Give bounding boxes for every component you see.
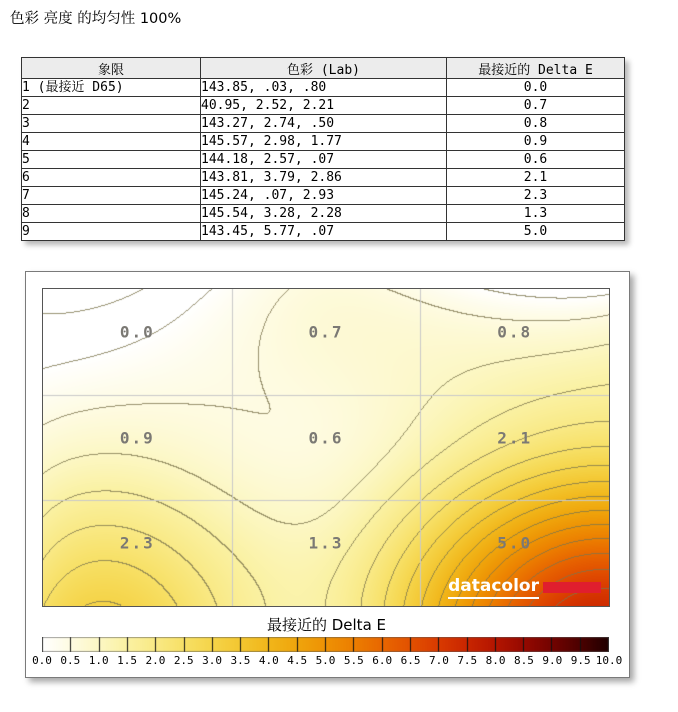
scale-tick-label: 4.5 <box>287 654 308 667</box>
scale-tick-label: 9.0 <box>542 654 563 667</box>
scale-tick-label: 7.5 <box>457 654 478 667</box>
grid-value-labels <box>43 289 609 606</box>
grid-value-label: 0.0 <box>119 322 155 342</box>
table-cell-quadrant: 3 <box>22 115 201 133</box>
table-cell-quadrant: 1 (最接近 D65) <box>22 79 201 97</box>
table-cell-delta-e: 0.0 <box>447 79 625 97</box>
scale-tick-label: 9.5 <box>570 654 591 667</box>
scale-tick-label: 5.0 <box>315 654 336 667</box>
table-cell-delta-e: 0.8 <box>447 115 625 133</box>
logo-red-bar <box>543 582 601 593</box>
table-row <box>22 97 625 115</box>
grid-value-label: 0.6 <box>308 428 344 448</box>
scale-tick-label: 5.5 <box>343 654 364 667</box>
table-cell-lab: 143.45, 5.77, .07 <box>201 223 447 241</box>
table-cell-lab: 145.57, 2.98, 1.77 <box>201 133 447 151</box>
scale-tick-label: 10.0 <box>595 654 623 667</box>
contour-plot <box>42 288 610 607</box>
scale-tick-label: 6.5 <box>400 654 421 667</box>
scale-tick-label: 0.5 <box>60 654 81 667</box>
scale-tick-label: 3.0 <box>202 654 223 667</box>
table-cell-delta-e: 2.1 <box>447 169 625 187</box>
scale-tick-label: 2.0 <box>145 654 166 667</box>
table-cell-delta-e: 1.3 <box>447 205 625 223</box>
grid-value-label: 5.0 <box>497 533 533 553</box>
table-cell-quadrant: 4 <box>22 133 201 151</box>
scale-tick-label: 1.5 <box>117 654 137 667</box>
scale-tick-label: 8.5 <box>514 654 534 667</box>
scale-tick-label: 8.0 <box>485 654 506 667</box>
scale-tick-labels <box>32 654 623 667</box>
logo-text: datacolor <box>448 578 539 599</box>
table-row <box>22 115 625 133</box>
header-lab: 色彩 (Lab) <box>201 58 447 79</box>
table-cell-quadrant: 5 <box>22 151 201 169</box>
grid-value-label: 1.3 <box>308 533 344 553</box>
table-row <box>22 133 625 151</box>
table-cell-lab: 143.81, 3.79, 2.86 <box>201 169 447 187</box>
table-row <box>22 151 625 169</box>
scale-tick-label: 3.5 <box>230 654 251 667</box>
header-quadrant: 象限 <box>22 58 201 79</box>
scale-tick-label: 2.5 <box>173 654 194 667</box>
uniformity-table <box>21 57 625 241</box>
datacolor-logo <box>448 578 601 599</box>
table-row <box>22 205 625 223</box>
table-cell-quadrant: 8 <box>22 205 201 223</box>
scale-tick-label: 4.0 <box>258 654 279 667</box>
header-delta-e: 最接近的 Delta E <box>447 58 625 79</box>
table-row <box>22 223 625 241</box>
table-cell-lab: 145.24, .07, 2.93 <box>201 187 447 205</box>
table-cell-quadrant: 6 <box>22 169 201 187</box>
table-cell-quadrant: 9 <box>22 223 201 241</box>
table-cell-lab: 145.54, 3.28, 2.28 <box>201 205 447 223</box>
table-cell-quadrant: 7 <box>22 187 201 205</box>
grid-value-label: 2.3 <box>119 533 155 553</box>
table-row <box>22 79 625 97</box>
scale-canvas <box>42 637 609 652</box>
scale-tick-label: 7.0 <box>428 654 449 667</box>
table-cell-delta-e: 0.9 <box>447 133 625 151</box>
scale-tick-label: 1.0 <box>88 654 109 667</box>
table-header-row <box>22 58 625 79</box>
color-scale-bar <box>42 637 609 652</box>
table-cell-lab: 143.27, 2.74, .50 <box>201 115 447 133</box>
table-cell-lab: 143.85, .03, .80 <box>201 79 447 97</box>
table-cell-lab: 40.95, 2.52, 2.21 <box>201 97 447 115</box>
scale-tick-label: 0.0 <box>32 654 52 667</box>
table-cell-quadrant: 2 <box>22 97 201 115</box>
table-cell-lab: 144.18, 2.57, .07 <box>201 151 447 169</box>
page-title: 色彩 亮度 的均匀性 100% <box>10 11 182 27</box>
scale-caption: 最接近的 Delta E <box>266 616 387 634</box>
grid-value-label: 0.7 <box>308 322 344 342</box>
result-panel <box>25 271 630 678</box>
scale-tick-label: 6.0 <box>372 654 393 667</box>
table-cell-delta-e: 5.0 <box>447 223 625 241</box>
table-cell-delta-e: 0.7 <box>447 97 625 115</box>
table-row <box>22 169 625 187</box>
table-cell-delta-e: 0.6 <box>447 151 625 169</box>
grid-value-label: 0.9 <box>119 428 155 448</box>
grid-value-label: 2.1 <box>497 428 533 448</box>
table-row <box>22 187 625 205</box>
table-cell-delta-e: 2.3 <box>447 187 625 205</box>
grid-value-label: 0.8 <box>497 322 533 342</box>
